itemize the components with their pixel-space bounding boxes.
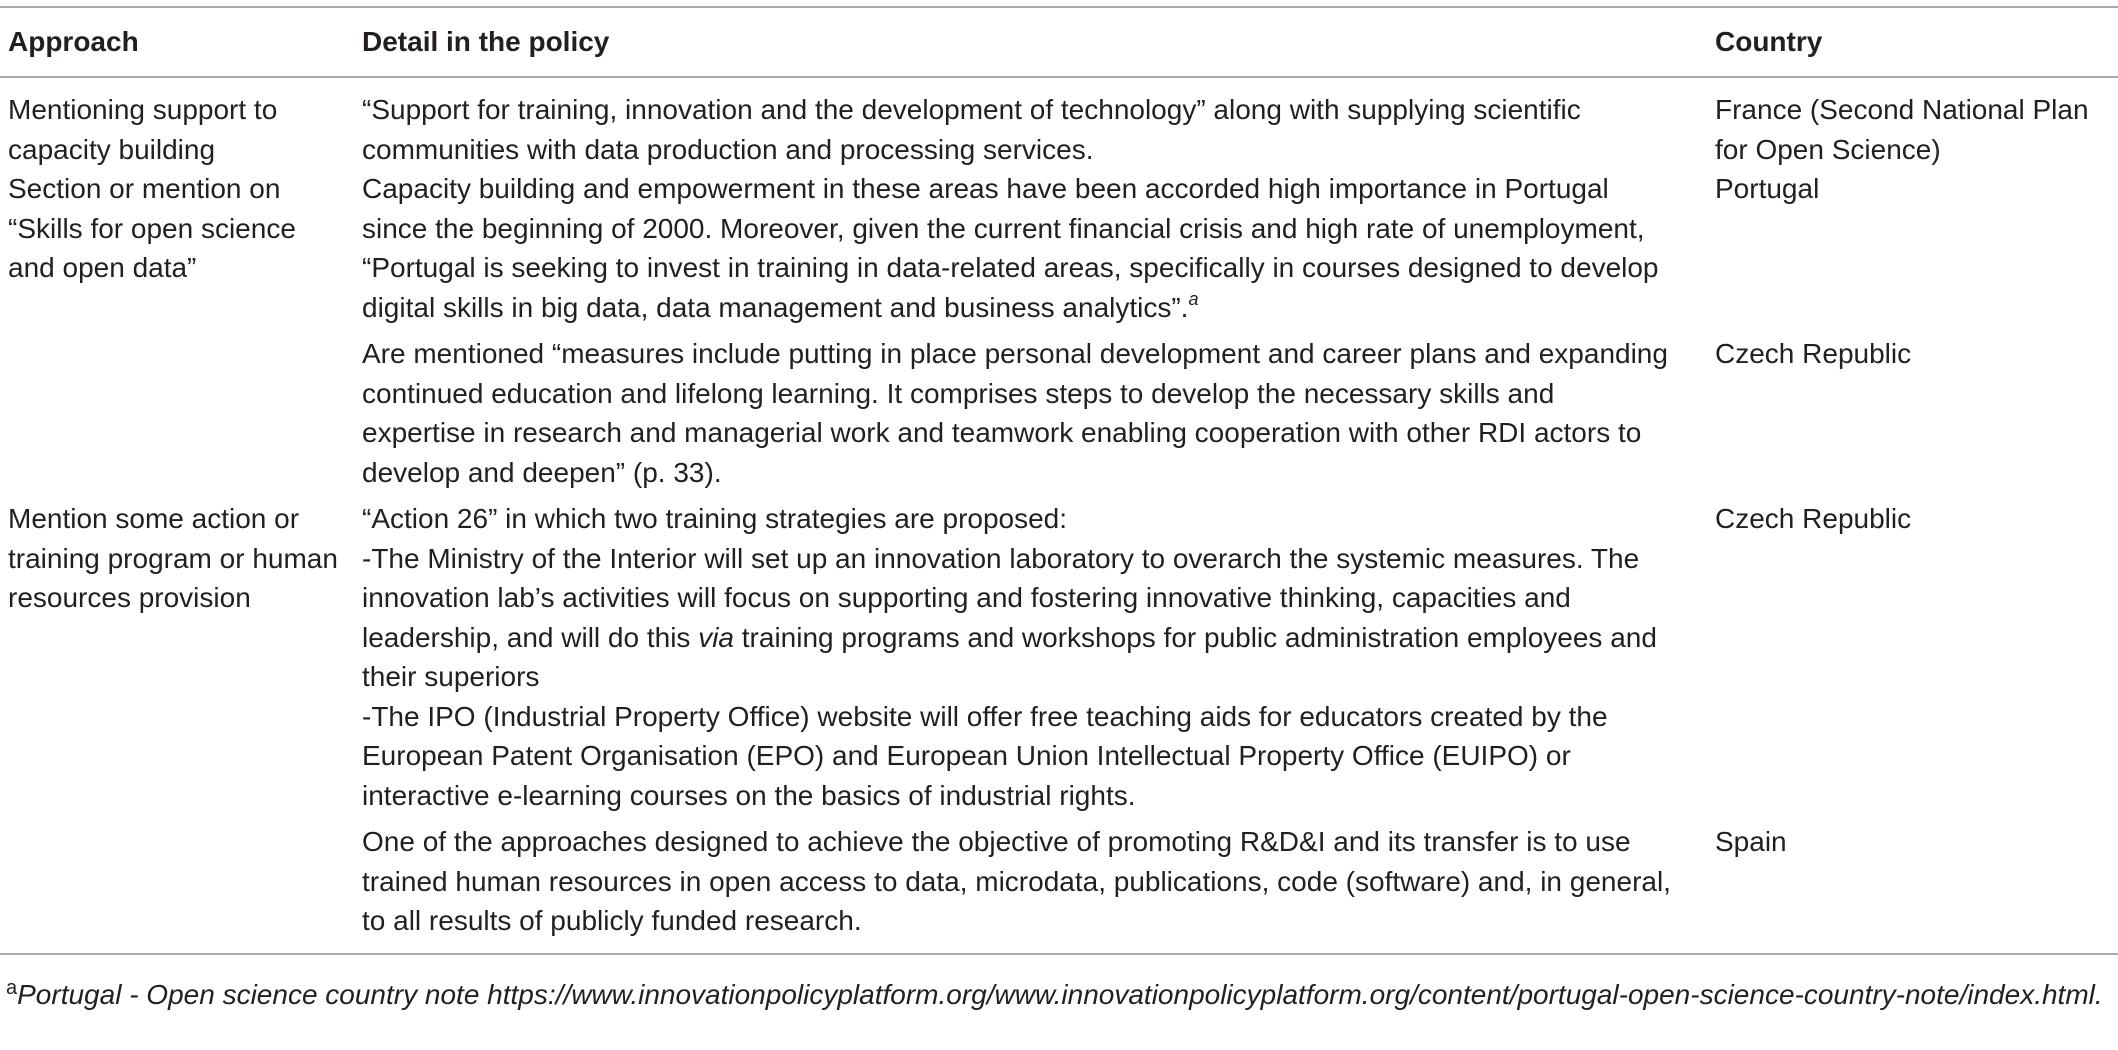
table-footnote <box>6 976 2106 1014</box>
header-approach: Approach <box>0 7 362 77</box>
detail-item <box>362 539 1675 697</box>
table-header <box>0 7 2118 77</box>
detail-text: Capacity building and empowerment in these areas have been accorded high importance in Portugal since the beginning of 2000. Moreover, given the current financial crisis and high rate of unemployment, “Portugal is seeking to invest in training in data-related areas, specifically in courses designed to develop digital skills in big data, data management and business analytics”. <box>362 173 1659 323</box>
country-cell: Portugal <box>1715 173 1820 204</box>
country-cell: Czech Republic <box>1715 338 1912 369</box>
approach-cell <box>0 815 362 954</box>
detail-item-text: training programs and workshops for public administration employees and their superiors <box>362 621 1657 692</box>
detail-item-italic: via <box>698 621 734 653</box>
approach-cell: Mention some action or training program or human resources provision <box>8 503 338 613</box>
detail-cell <box>362 169 1715 327</box>
policy-table-container <box>0 6 2118 955</box>
footnote-text: Portugal - Open science country note https://www.innovationpolicyplatform.org/www.innovationpolicyplatform.org/content/portugal-open-science-country-note/index.html. <box>17 979 2103 1010</box>
table-row <box>0 77 2118 169</box>
detail-cell: Are mentioned “measures include putting in place personal development and career plans and expanding continued education and lifelong learning. It comprises steps to develop the necessary skills and expertise in research and managerial work and teamwork enabling cooperation with other RDI actors to develop and deepen” (p. 33). <box>362 338 1668 488</box>
header-row <box>0 7 2118 77</box>
country-cell: Czech Republic <box>1715 503 1912 534</box>
policy-table <box>0 6 2118 955</box>
detail-item: -The IPO (Industrial Property Office) website will offer free teaching aids for educators created by the European Patent Organisation (EPO) and European Union Intellectual Property Office (EUIPO) or interactive e-learning courses on the basics of industrial rights. <box>362 700 1608 811</box>
detail-cell: One of the approaches designed to achieve the objective of promoting R&D&I and its transfer is to use trained human resources in open access to data, microdata, publications, code (software) and, in general, to all results of publicly funded research. <box>362 826 1671 936</box>
approach-cell <box>0 327 362 492</box>
detail-cell: “Support for training, innovation and the development of technology” along with supplying scientific communities with data production and processing services. <box>362 94 1581 165</box>
detail-cell <box>362 492 1715 815</box>
table-row <box>0 327 2118 492</box>
footnote-reference: a <box>1188 288 1199 309</box>
approach-cell: Section or mention on “Skills for open science and open data” <box>8 173 296 283</box>
footnote-mark: a <box>6 977 18 999</box>
country-cell: France (Second National Plan for Open Science) <box>1715 94 2089 165</box>
table-row <box>0 815 2118 954</box>
detail-intro: “Action 26” in which two training strategies are proposed: <box>362 503 1068 534</box>
header-country: Country <box>1715 7 2118 77</box>
approach-cell: Mentioning support to capacity building <box>8 94 278 165</box>
detail-item-text: -The Ministry of the Interior will set up an innovation laboratory to overarch the systemic measures. The innovation lab’s activities will focus on supporting and fostering innovative thinking, capacities and leadership, and will do this <box>362 542 1640 653</box>
table-body <box>0 77 2118 954</box>
header-detail: Detail in the policy <box>362 7 1715 77</box>
table-row <box>0 492 2118 815</box>
country-cell: Spain <box>1715 826 1787 857</box>
table-row <box>0 169 2118 327</box>
